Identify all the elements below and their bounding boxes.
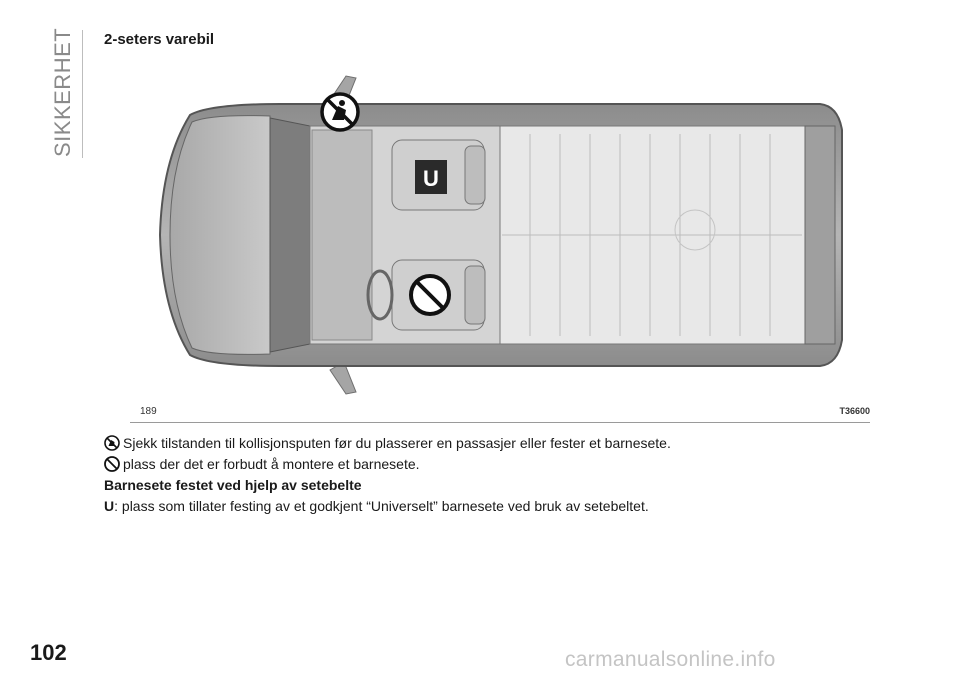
airbag-note (104, 433, 884, 454)
watermark: carmanualsonline.info (565, 648, 776, 671)
universal-seat-badge (415, 160, 447, 194)
definition-term: U (104, 498, 115, 514)
definition-text: : plass som tillater festing av et godkjent “Universelt” barnesete ved bruk av setebeltet. (114, 498, 649, 514)
definition-u (104, 496, 884, 517)
chapter-label: SIKKERHET (50, 27, 75, 157)
page-number: 102 (30, 640, 67, 665)
van-hood (170, 116, 270, 355)
airbag-warning-icon (322, 94, 358, 130)
subheading: Barnesete festet ved hjelp av setebelte (104, 477, 362, 493)
badge-letter: U (423, 166, 439, 191)
section-title: 2-seters varebil (104, 31, 215, 48)
figure-code: T36600 (839, 406, 870, 416)
prohibited-icon (411, 276, 449, 314)
prohibited-note-text: plass der det er forbudt å montere et barnesete. (123, 456, 420, 472)
airbag-note-text: Sjekk tilstanden til kollisjonsputen før du plasserer en passasjer eller fester et barnesete. (123, 435, 671, 451)
prohibited-note (104, 454, 884, 475)
van-illustration (130, 70, 870, 400)
body-text (104, 433, 884, 517)
chapter-rule (82, 30, 83, 158)
prohibited-icon (104, 456, 120, 472)
airbag-warning-icon (104, 435, 120, 451)
figure-van-top-view (130, 70, 870, 423)
windshield (270, 118, 310, 352)
figure-number: 189 (140, 406, 157, 417)
